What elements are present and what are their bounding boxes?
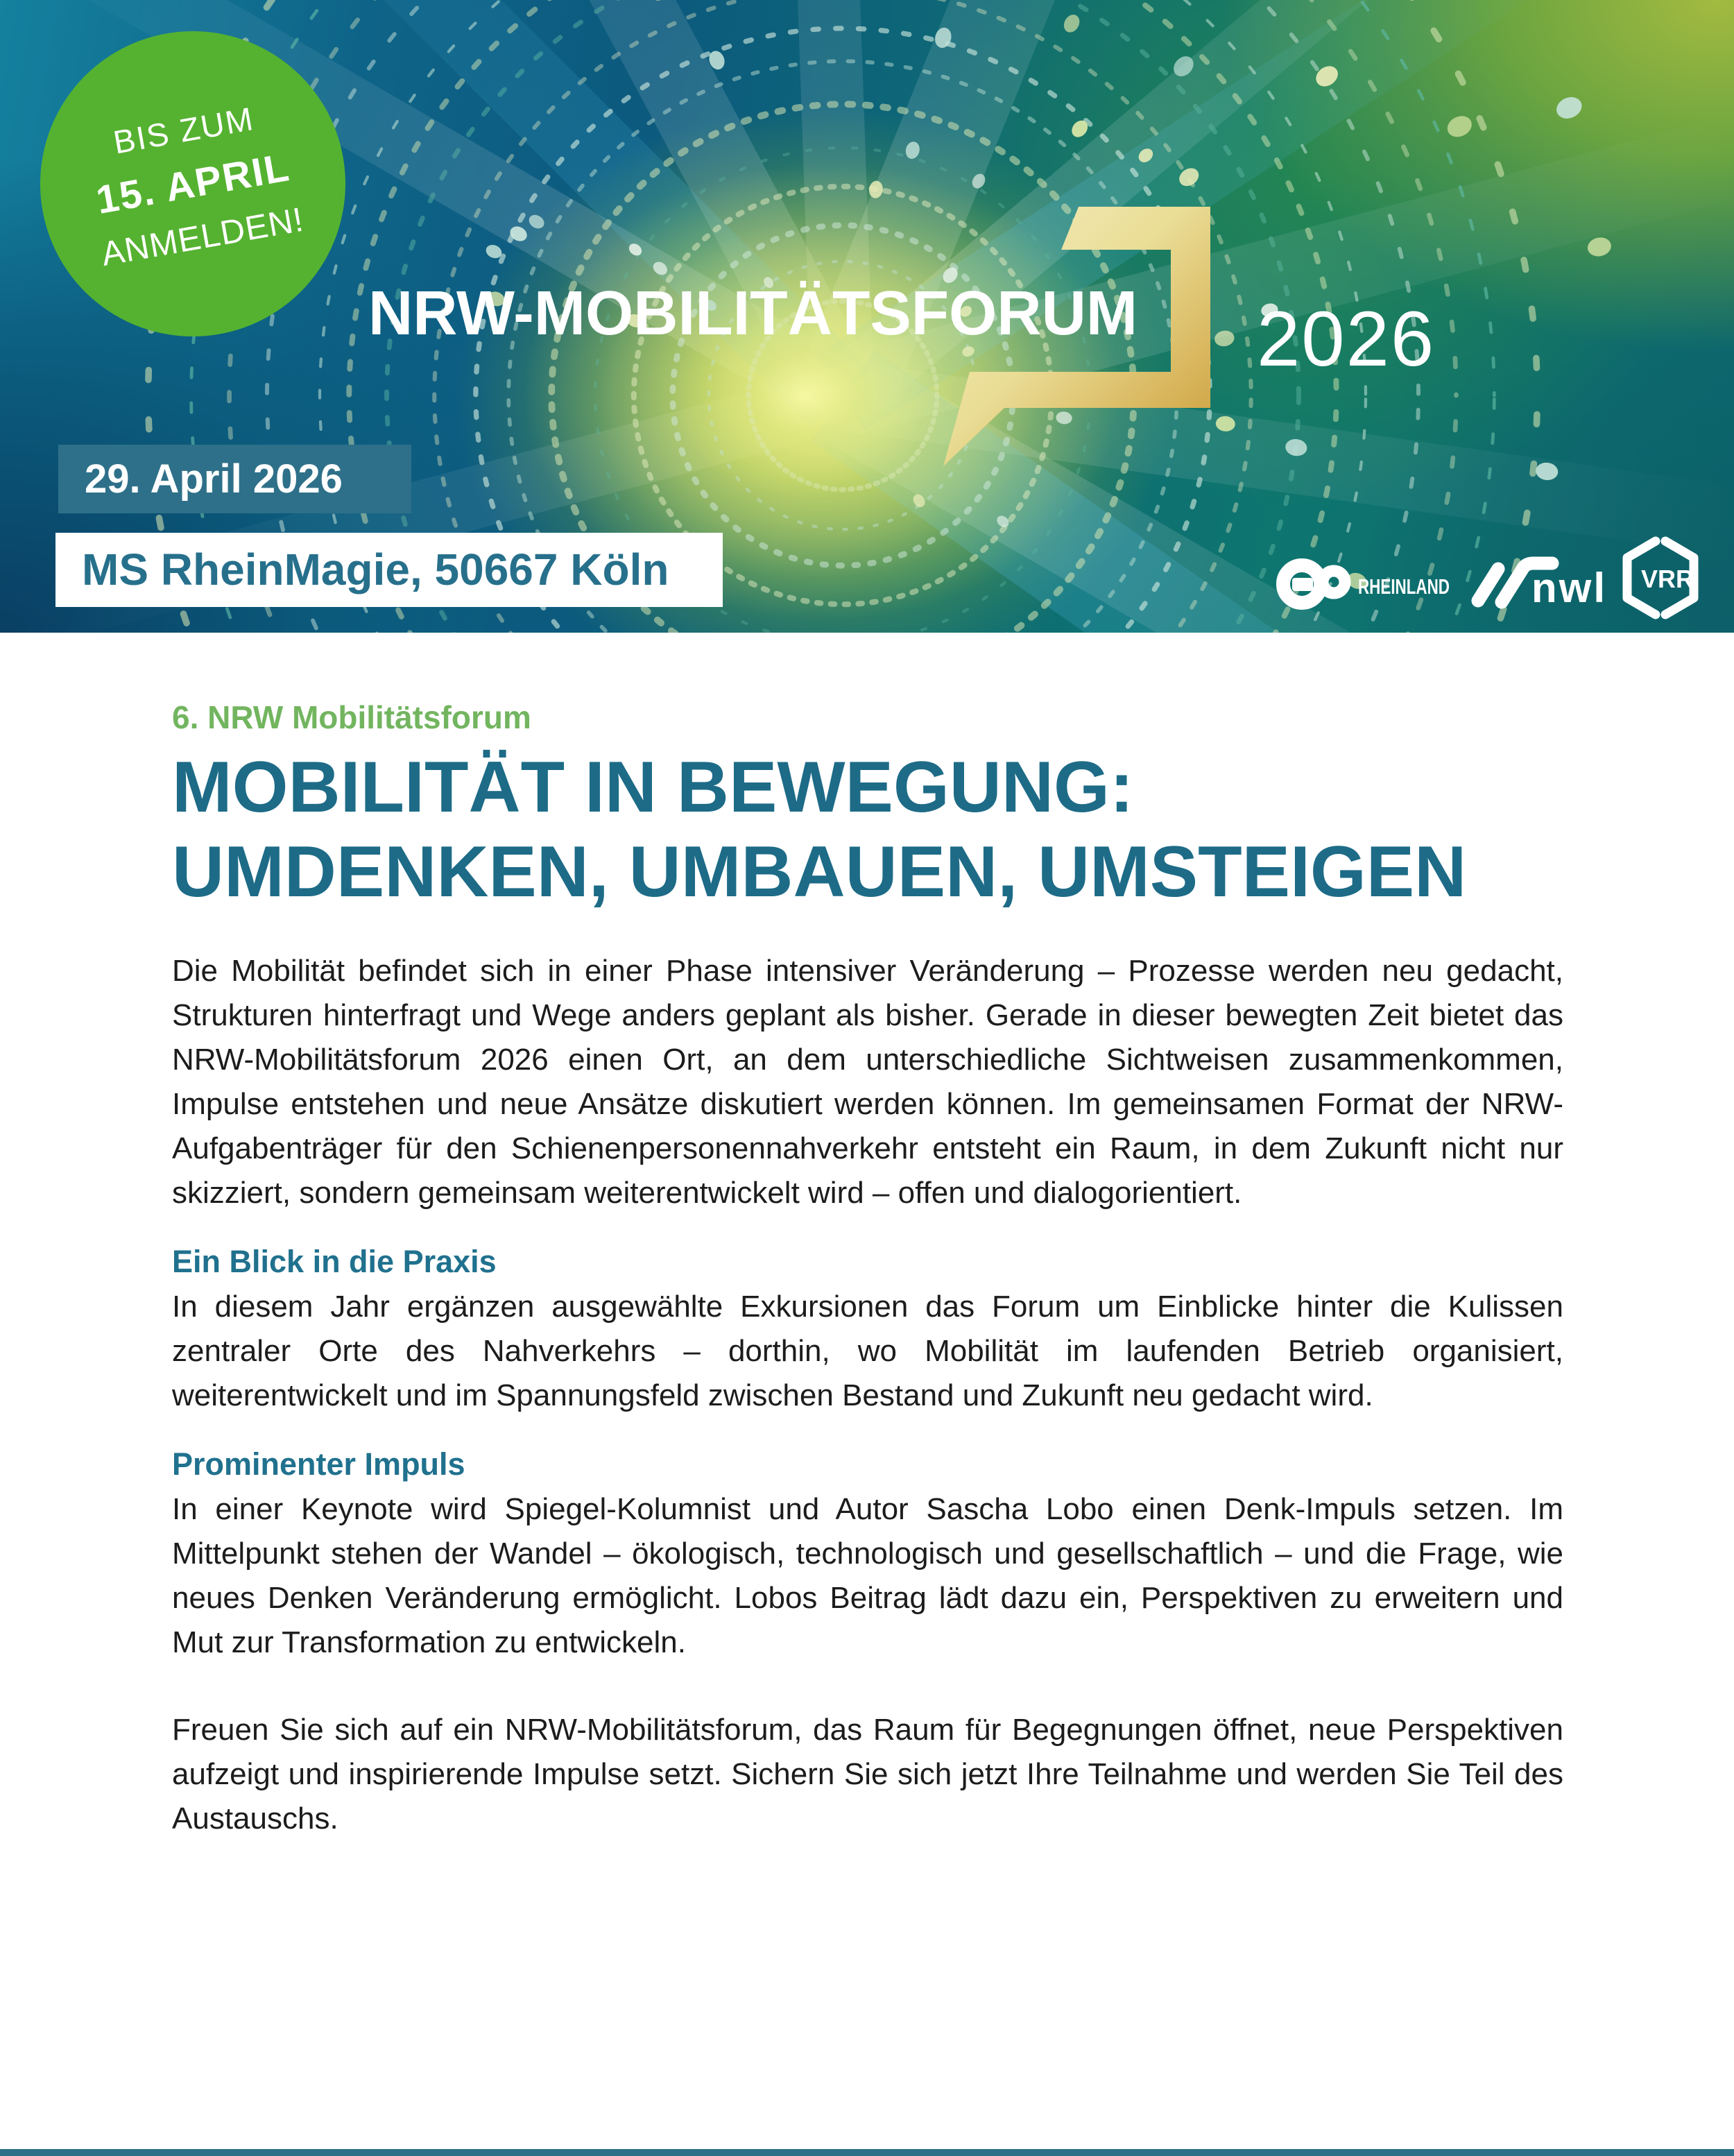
section-title-praxis: Ein Blick in die Praxis: [172, 1244, 497, 1279]
hero-year: 2026: [1257, 296, 1436, 382]
registration-badge-text: [78, 86, 307, 282]
event-venue-box: MS RheinMagie, 50667 Köln: [55, 533, 723, 607]
page-title-line-1: MOBILITÄT IN BEWEGUNG:: [172, 747, 1134, 828]
closing-paragraph: Freuen Sie sich auf ein NRW-Mobilitätsforum, das Raum für Begegnungen öffnet, neue Perspektiven aufzeigt und inspirierende Impulse setzt. Sichern Sie sich jetzt Ihre Teilnahme und werden Sie Teil des Austauschs.: [172, 1713, 1563, 1836]
hero-title: NRW-MOBILITÄTSFORUM: [368, 279, 1138, 348]
article-content: [0, 633, 1734, 1841]
registration-badge: [40, 31, 345, 336]
intro-paragraph: Die Mobilität befindet sich in einer Phase intensiver Veränderung – Prozesse werden neu gedacht, Strukturen hinterfragt und Wege anders geplant als bisher. Gerade in dieser bewegten Zeit bietet das NRW-Mobilitätsforum 2026 einen Ort, an dem unterschiedliche Sichtweisen zusammenkommen, Impulse entstehen und neue Ansätze diskutiert werden können. Im gemeinsamen Format der NRW-Aufgabenträger für den Schienenpersonennahverkehr entsteht ein Raum, in dem Zukunft nicht nur skizziert, sondern gemeinsam weiterentwickelt wird – offen und dialogorientiert.: [172, 954, 1563, 1210]
section-paragraph-impuls: In einer Keynote wird Spiegel-Kolumnist und Autor Sascha Lobo einen Denk-Impuls setzen. Im Mittelpunkt stehen der Wandel – ökologisch, technologisch und gesellschaftlich – und die Frage, wie neues Denken Veränderung ermöglicht. Lobos Beitrag lädt dazu ein, Perspektiven zu erweitern und Mut zur Transformation zu entwickeln.: [172, 1492, 1563, 1659]
page-title-line-2: UMDENKEN, UMBAUEN, UMSTEIGEN: [172, 832, 1467, 912]
badge-line-3: ANMELDEN!: [98, 200, 307, 274]
go-rheinland-label: RHEINLAND: [1358, 574, 1450, 599]
event-date-box: 29. April 2026: [58, 445, 411, 513]
kicker: 6. NRW Mobilitätsforum: [172, 699, 531, 735]
nwl-label: nwl: [1531, 565, 1607, 611]
vrr-logo: [1627, 541, 1694, 615]
badge-line-2: 15. APRIL: [92, 145, 293, 223]
nwl-logo: [1478, 563, 1607, 611]
hero-banner: [0, 0, 1734, 633]
go-rheinland-logo: [1283, 565, 1450, 603]
page-title: [172, 745, 1563, 914]
bottom-accent-bar: [0, 2149, 1734, 2156]
badge-line-1: BIS ZUM: [110, 99, 257, 161]
section-paragraph-praxis: In diesem Jahr ergänzen ausgewählte Exkursionen das Forum um Einblicke hinter die Kulissen zentraler Orte des Nahverkehrs – dorthin, wo Mobilität im laufenden Betrieb organisiert, weiterentwickelt und im Spannungsfeld zwischen Bestand und Zukunft neu gedacht wird.: [172, 1290, 1563, 1412]
section-title-impuls: Prominenter Impuls: [172, 1446, 465, 1482]
vrr-label: VRR: [1641, 565, 1694, 593]
